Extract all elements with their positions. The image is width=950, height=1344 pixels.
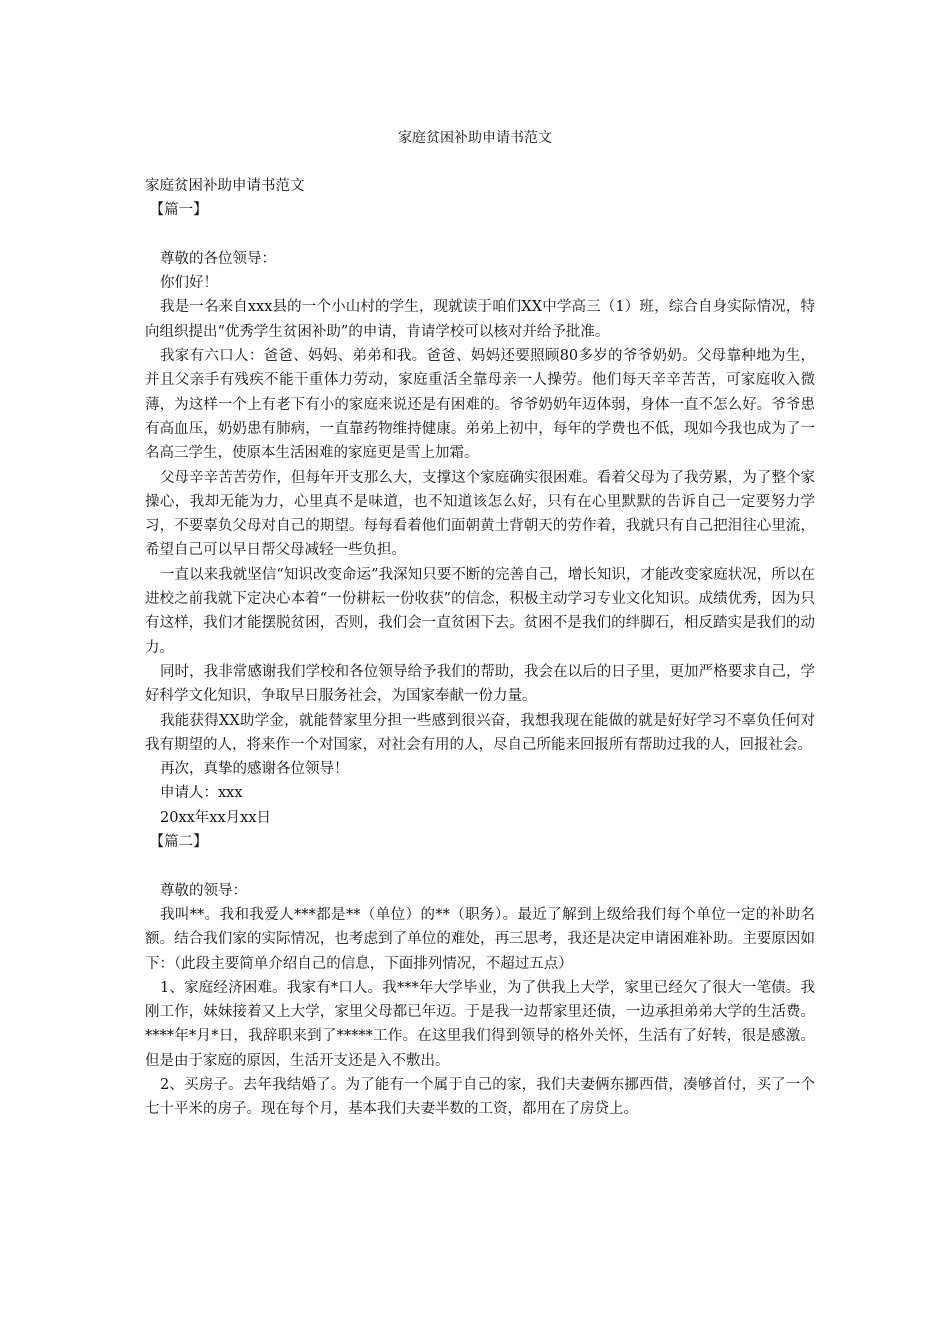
- section-label-part2-text: 【篇二】: [149, 834, 208, 851]
- closing-line: 再次，真挚的感谢各位领导！: [160, 761, 349, 778]
- paragraph: 我家有六口人：爸爸、妈妈、弟弟和我。爸爸、妈妈还要照顾80多岁的爷爷奶奶。父母靠种地为生，并且父亲手有残疾不能干重体力劳动，家庭重活全靠母亲一人操劳。他们每天辛辛苦苦，可家庭收入微薄，为这样一个上有老下有小的家庭来说还是有困难的。爷爷奶奶年迈体弱，身体一直不怎么好。爷爷患有高血压，奶奶患有肺病，一直靠药物维持健康。弟弟上初中，每年的学费也不低，现如今我也成为了一名高三学生，使原本生活困难的家庭更是雪上加霜。: [145, 348, 815, 462]
- blank-line: [145, 854, 815, 878]
- paragraph: 一直以来我就坚信“知识改变命运”我深知只要不断的完善自己，增长知识，才能改变家庭状况，所以在进校之前我就下定决心本着“一份耕耘一份收获”的信念，积极主动学习专业文化知识。成绩优秀，因为只有这样，我们才能摆脱贫困，否则，我们会一直贫困下去。贫困不是我们的绊脚石，相反踏实是我们的动力。: [145, 566, 815, 656]
- blank-line: [145, 223, 815, 247]
- salutation-part2: 尊敬的领导：: [160, 882, 247, 899]
- paragraph: 我叫**。我和我爱人***都是**（单位）的**（职务）。最近了解到上级给我们每个单位一定的补助名额。结合我们家的实际情况，也考虑到了单位的难处，再三思考，我还是决定申请困难补助。主要原因如下：（此段主要简单介绍自己的信息，下面排列情况，不超过五点）: [145, 906, 815, 972]
- date-line: 20xx年xx月xx日: [160, 809, 272, 826]
- document-subtitle: 家庭贫困补助申请书范文: [145, 178, 305, 194]
- section-label-part1-text: 【篇一】: [149, 202, 208, 219]
- section-label-part2: [145, 830, 815, 854]
- applicant-line: 申请人：xxx: [160, 785, 243, 802]
- paragraph: 我能获得XX助学金，就能替家里分担一些感到很兴奋，我想我现在能做的就是好好学习不辜负任何对我有期望的人，将来作一个对国家，对社会有用的人，尽自己所能来回报所有帮助过我的人，回报社会。: [145, 712, 815, 753]
- greeting-part1: 你们好！: [160, 275, 218, 292]
- paragraph: 父母辛辛苦苦劳作，但每年开支那么大，支撑这个家庭确实很困难。看着父母为了我劳累，为了整个家操心，我却无能为力，心里真不是味道，也不知道该怎么好，只有在心里默默的告诉自己一定要努力学习，不要辜负父母对自己的期望。每每看着他们面朝黄土背朝天的劳作着，我就只有自己把泪往心里流，希望自己可以早日帮父母减轻一些负担。: [145, 469, 815, 559]
- document-body: [145, 174, 815, 1122]
- paragraph: 1、家庭经济困难。我家有*口人。我***年大学毕业，为了供我上大学，家里已经欠了很大一笔债。我刚工作，妹妹接着又上大学，家里父母都已年迈。于是我一边帮家里还债，一边承担弟弟大学的生活费。****年*月*日，我辞职来到了*****工作。在这里我们得到领导的格外关怀，生活有了好转，很是感激。但是由于家庭的原因，生活开支还是入不敷出。: [145, 979, 815, 1069]
- paragraph: 2、买房子。去年我结婚了。为了能有一个属于自己的家，我们夫妻俩东挪西借，凑够首付，买了一个七十平米的房子。现在每个月，基本我们夫妻半数的工资，都用在了房贷上。: [145, 1076, 815, 1118]
- page-title: 家庭贫困补助申请书范文: [398, 130, 552, 146]
- section-label-part1: [145, 198, 815, 222]
- paragraph: 同时，我非常感谢我们学校和各位领导给予我们的帮助，我会在以后的日子里，更加严格要求自己，学好科学文化知识，争取早日服务社会，为国家奉献一份力量。: [145, 663, 815, 705]
- paragraph: 我是一名来自xxx县的一个小山村的学生，现就读于咱们XX中学高三（1）班，综合自身实际情况，特向组织提出“优秀学生贫困补助”的申请，肯请学校可以核对并给予批准。: [145, 299, 815, 340]
- salutation-part1: 尊敬的各位领导：: [160, 250, 276, 267]
